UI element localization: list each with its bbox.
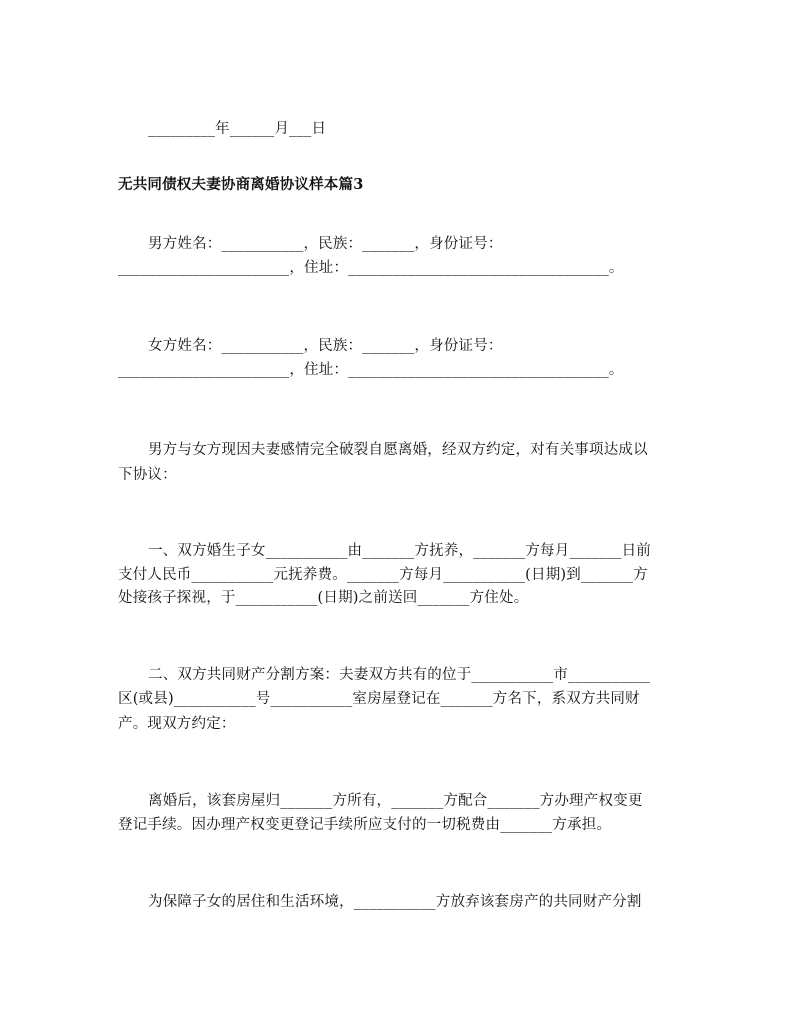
- female-info-line-1: 女方姓名：___________，民族：_______，身份证号：: [148, 338, 503, 354]
- clause2-line-1: 二、双方共同财产分割方案：夫妻双方共有的位于___________市___________: [148, 667, 650, 683]
- male-info-line-1: 男方姓名：___________，民族：_______，身份证号：: [148, 236, 503, 252]
- clause2-line-2: 区(或县)___________号___________室房屋登记在_______方名下，系双方共同财: [118, 691, 640, 707]
- clause1-line-2: 支付人民币___________元抚养费。_______方每月___________(日期)到_______方: [118, 567, 648, 583]
- date-line: _________年______月___日: [148, 121, 327, 137]
- after-divorce-line-1: 离婚后，该套房屋归_______方所有，_______方配合_______方办理产权变更: [148, 793, 643, 809]
- intro-line-1: 男方与女方现因夫妻感情完全破裂自愿离婚，经双方约定，对有关事项达成以: [148, 442, 648, 458]
- clause1-line-3: 处接孩子探视，于___________(日期)之前送回_______方住处。: [118, 590, 529, 606]
- intro-line-2: 下协议：: [118, 467, 177, 483]
- clause1-line-1: 一、双方婚生子女___________由_______方抚养，_______方每月_______日前: [148, 543, 651, 559]
- male-info-line-2: _______________________，住址：___________________________________。: [118, 260, 624, 276]
- after-divorce-line-2: 登记手续。因办理产权变更登记手续所应支付的一切税费由_______方承担。: [118, 817, 612, 833]
- child-environment-line-1: 为保障子女的居住和生活环境，___________方放弃该套房产的共同财产分割: [148, 894, 642, 910]
- female-info-line-2: _______________________，住址：___________________________________。: [118, 362, 624, 378]
- section-title: 无共同债权夫妻协商离婚协议样本篇3: [118, 176, 364, 193]
- clause2-line-3: 产。现双方约定：: [118, 716, 236, 732]
